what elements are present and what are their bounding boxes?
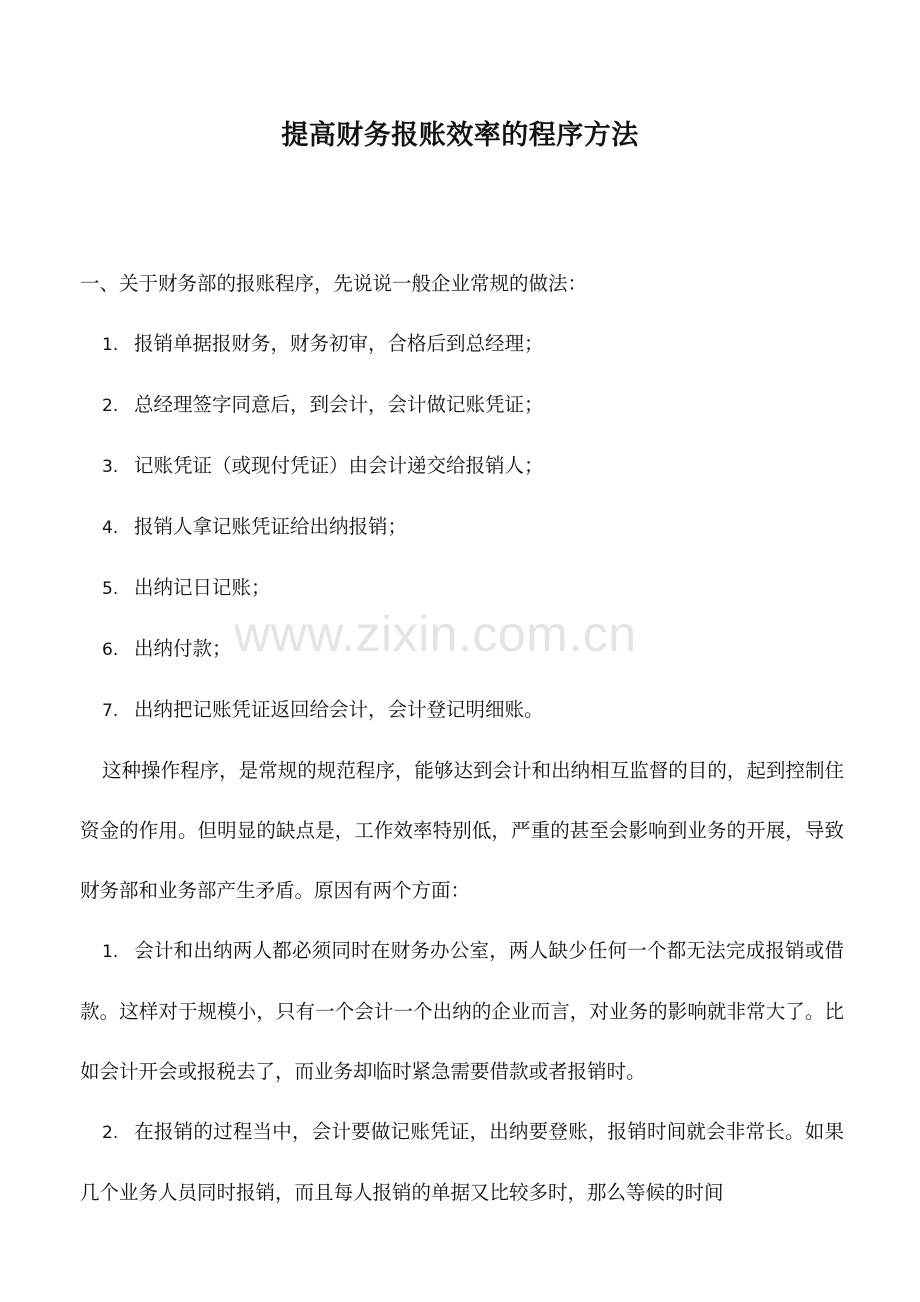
reason-number: 1. [102, 942, 119, 962]
section-heading: 一、关于财务部的报账程序，先说说一般企业常规的做法： [80, 272, 588, 295]
procedure-step [80, 558, 844, 619]
step-number: 7. [102, 701, 119, 721]
reason-paragraph [80, 1102, 844, 1223]
step-number: 4. [102, 518, 119, 538]
procedure-step [80, 619, 844, 680]
reason-text: 会计和出纳两人都必须同时在财务办公室，两人缺少任何一个都无法完成报销或借款。这样对于规模小，只有一个会计一个出纳的企业而言，对业务的影响就非常大了。比如会计开会或报税去了，而业务却临时紧急需要借款或者报销时。 [80, 939, 844, 1083]
step-number: 3. [102, 457, 119, 477]
summary-paragraph: 这种操作程序，是常规的规范程序，能够达到会计和出纳相互监督的目的，起到控制住资金的作用。但明显的缺点是，工作效率特别低，严重的甚至会影响到业务的开展，导致财务部和业务部产生矛盾。原因有两个方面： [80, 759, 844, 902]
step-text: 报销单据报财务，财务初审，合格后到总经理； [134, 332, 544, 355]
reason-number: 2. [102, 1123, 119, 1143]
step-text: 出纳把记账凭证返回给会计，会计登记明细账。 [134, 698, 544, 721]
procedure-step [80, 497, 844, 558]
step-text: 记账凭证（或现付凭证）由会计递交给报销人； [134, 454, 544, 477]
procedure-list [80, 314, 844, 741]
procedure-step [80, 314, 844, 375]
step-number: 2. [102, 396, 119, 416]
reasons-list [80, 921, 844, 1223]
procedure-step [80, 436, 844, 497]
step-text: 出纳记日记账； [134, 576, 271, 599]
document-body [80, 254, 844, 1223]
procedure-step [80, 375, 844, 436]
reason-text: 在报销的过程当中，会计要做记账凭证，出纳要登账，报销时间就会非常长。如果几个业务人员同时报销，而且每人报销的单据又比较多时，那么等候的时间 [80, 1120, 844, 1204]
step-text: 总经理签字同意后，到会计，会计做记账凭证； [134, 393, 544, 416]
procedure-step [80, 680, 844, 741]
document-title: 提高财务报账效率的程序方法 [281, 120, 639, 151]
step-number: 5. [102, 579, 119, 599]
reason-paragraph [80, 921, 844, 1102]
step-number: 6. [102, 640, 119, 660]
watermark: www.zixin.com.cn [234, 606, 637, 662]
step-text: 报销人拿记账凭证给出纳报销； [134, 515, 408, 538]
step-text: 出纳付款； [134, 637, 232, 660]
step-number: 1. [102, 335, 119, 355]
